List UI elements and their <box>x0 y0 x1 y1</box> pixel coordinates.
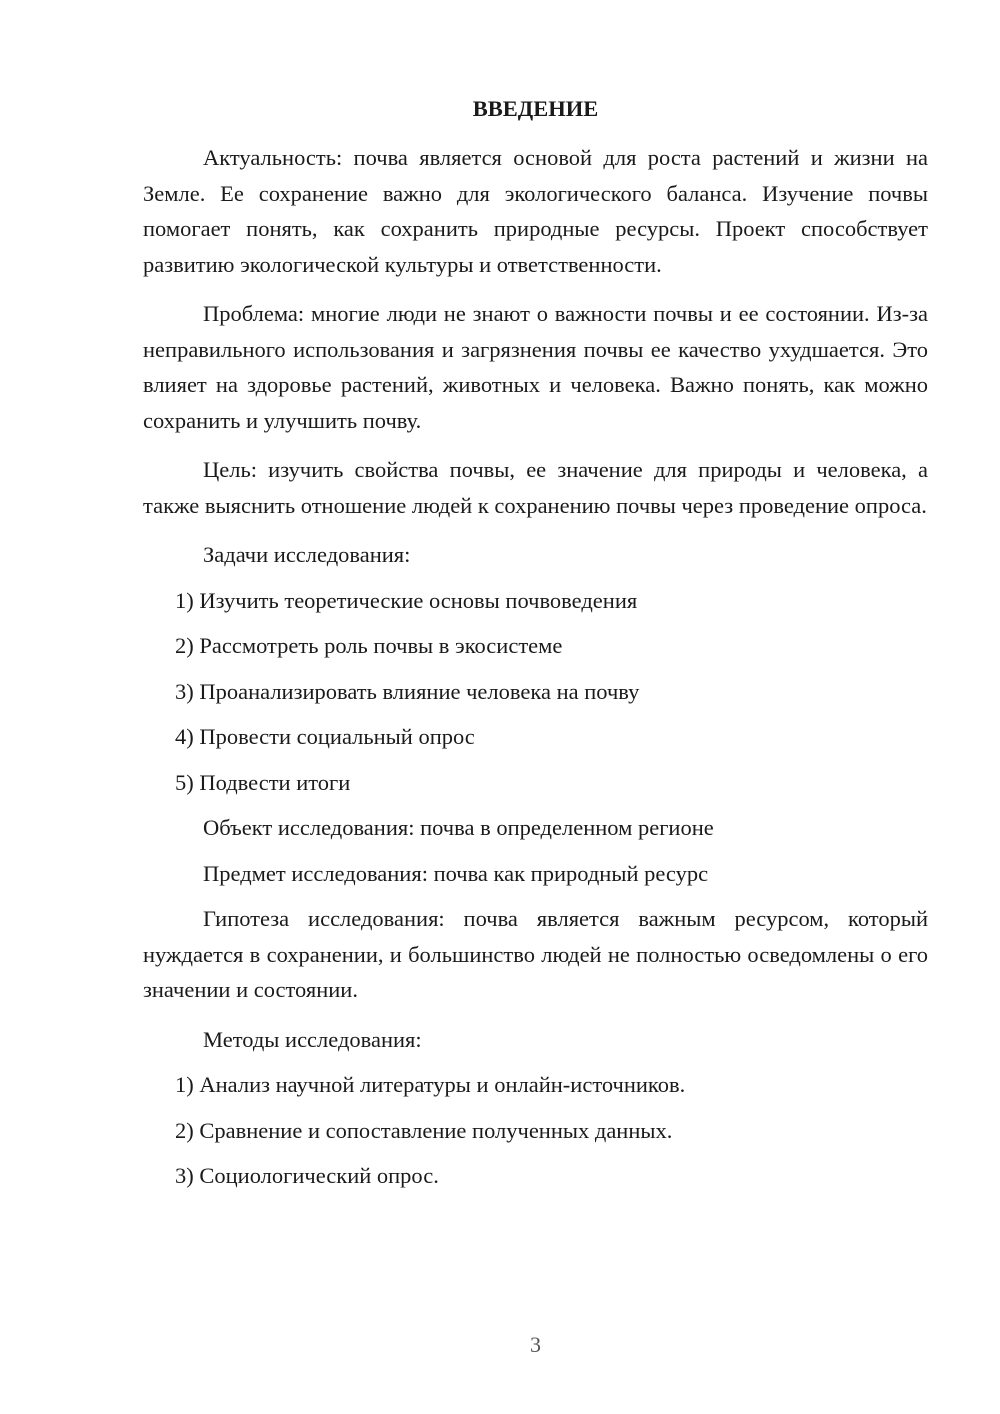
task-item: 1) Изучить теоретические основы почвоведения <box>175 587 638 613</box>
method-item: 2) Сравнение и сопоставление полученных данных. <box>175 1117 673 1143</box>
methods-list <box>143 1067 928 1194</box>
hypothesis-paragraph: Гипотеза исследования: почва является важным ресурсом, который нуждается в сохранении, и большинство людей не полностью осведомлены о его значении и состоянии. <box>143 906 928 1002</box>
tasks-list <box>143 583 928 801</box>
method-item: 1) Анализ научной литературы и онлайн-источников. <box>175 1072 686 1097</box>
task-item: 5) Подвести итоги <box>175 769 351 795</box>
task-item: 3) Проанализировать влияние человека на почву <box>175 678 640 704</box>
page-number: 3 <box>530 1332 541 1357</box>
task-item: 4) Провести социальный опрос <box>175 724 475 749</box>
problem-paragraph: Проблема: многие люди не знают о важности почвы и ее состоянии. Из-за неправильного использования и загрязнения почвы ее качество ухудшается. Это влияет на здоровье растений, животных и человека. Важно понять, как можно сохранить и улучшить почву. <box>143 301 928 433</box>
subject-paragraph: Предмет исследования: почва как природный ресурс <box>203 860 709 886</box>
task-item: 2) Рассмотреть роль почвы в экосистеме <box>175 633 563 658</box>
object-paragraph: Объект исследования: почва в определенном регионе <box>203 815 714 840</box>
document-page <box>143 92 928 1204</box>
section-title: ВВЕДЕНИЕ <box>472 96 599 121</box>
method-item: 3) Социологический опрос. <box>175 1163 439 1188</box>
goal-paragraph: Цель: изучить свойства почвы, ее значение для природы и человека, а также выяснить отношение людей к сохранению почвы через проведение опроса. <box>143 457 928 518</box>
methods-heading: Методы исследования: <box>203 1026 422 1052</box>
tasks-heading: Задачи исследования: <box>203 542 411 567</box>
relevance-paragraph: Актуальность: почва является основой для роста растений и жизни на Земле. Ее сохранение важно для экологического баланса. Изучение почвы помогает понять, как сохранить природные ресурсы. Проект способствует развитию экологической культуры и ответственности. <box>143 145 928 277</box>
